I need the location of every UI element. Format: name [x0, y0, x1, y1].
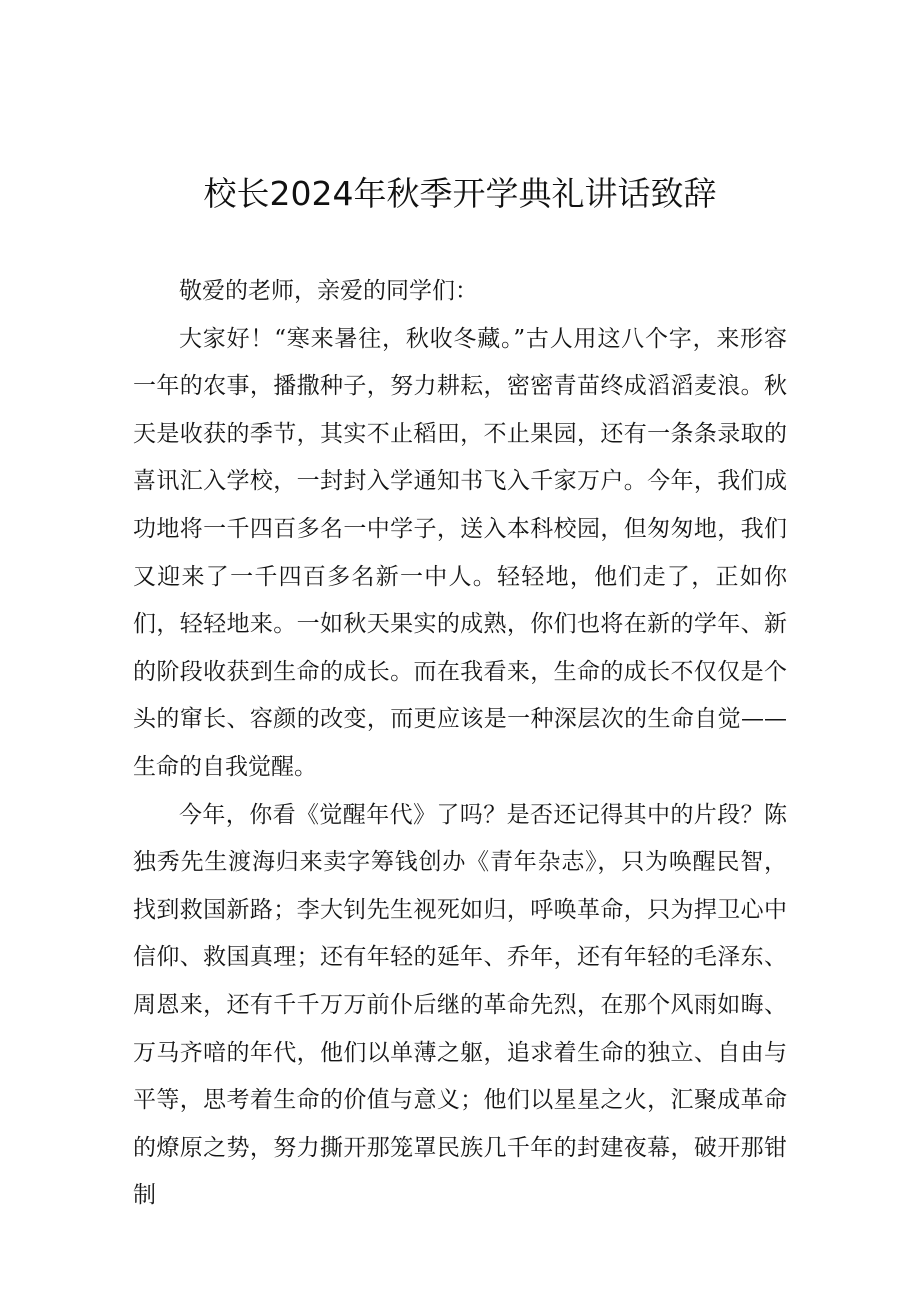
document-title: 校长2024年秋季开学典礼讲话致辞: [203, 174, 717, 213]
document-body: [133, 268, 787, 1220]
paragraph-2: 今年，你看《觉醒年代》了吗？是否还记得其中的片段？陈独秀先生渡海归来卖字筹钱创办《青年杂志》，只为唤醒民智，找到救国新路；李大钊先生视死如归，呼唤革命，只为捍卫心中信仰、救国真理；还有年轻的延年、乔年，还有年轻的毛泽东、周恩来，还有千千万万前仆后继的革命先烈，在那个风雨如晦、万马齐喑的年代，他们以单薄之躯，追求着生命的独立、自由与平等，思考着生命的价值与意义；他们以星星之火，汇聚成革命的燎原之势，努力撕开那笼罩民族几千年的封建夜幕，破开那钳制: [133, 801, 787, 1209]
paragraph-1: 大家好！“寒来暑往，秋收冬藏。”古人用这八个字，来形容一年的农事，播撒种子，努力耕耘，密密青苗终成滔滔麦浪。秋天是收获的季节，其实不止稻田，不止果园，还有一条条录取的喜讯汇入学校，一封封入学通知书飞入千家万户。今年，我们成功地将一千四百多名一中学子，送入本科校园，但匆匆地，我们又迎来了一千四百多名新一中人。轻轻地，他们走了，正如你们，轻轻地来。一如秋天果实的成熟，你们也将在新的学年、新的阶段收获到生命的成长。而在我看来，生命的成长不仅仅是个头的窜长、容颜的改变，而更应该是一种深层次的生命自觉——生命的自我觉醒。: [133, 325, 787, 780]
salutation: 敬爱的老师，亲爱的同学们：: [179, 278, 478, 304]
